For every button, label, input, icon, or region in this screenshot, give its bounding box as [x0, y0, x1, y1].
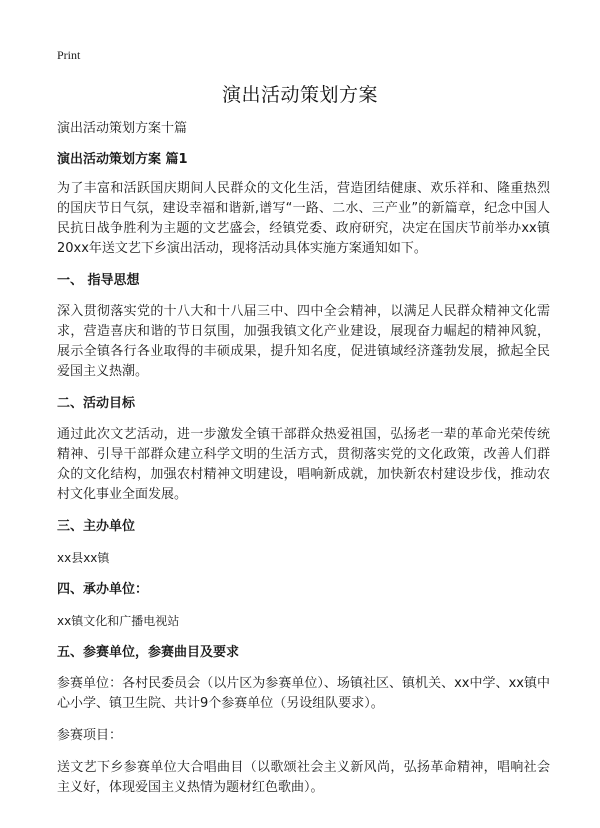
section-body-participants: 参赛单位：各村民委员会（以片区为参赛单位）、场镇社区、镇机关、xx中学、xx镇中心小学、镇卫生院、共计9个参赛单位（另设组队要求）。 [57, 676, 550, 711]
section-heading-participants: 五、参赛单位，参赛曲目及要求 [57, 645, 240, 660]
document-body [57, 119, 550, 810]
items-body: 送文艺下乡参赛单位大合唱曲目（以歌颂社会主义新风尚，弘扬革命精神，唱响社会主义好，体现爱国主义热情为题材红色歌曲）。 [57, 760, 550, 795]
intro-paragraph: 为了丰富和活跃国庆期间人民群众的文化生活，营造团结健康、欢乐祥和、隆重热烈的国庆节日气氛，建设幸福和谐新,谱写“一路、二水、三产业”的新篇章，纪念中国人民抗日战争胜利为主题的文艺盛会，经镇党委、政府研究，决定在国庆节前举办xx镇20xx年送文艺下乡演出活动，现将活动具体实施方案通知如下。 [57, 181, 550, 256]
section-body-guiding-thought: 深入贯彻落实党的十八大和十八届三中、四中全会精神，以满足人民群众精神文化需求，营造喜庆和谐的节日氛围，加强我镇文化产业建设，展现奋力崛起的精神风貌，展示全镇各行各业取得的丰硕成果，提升知名度，促进镇域经济蓬勃发展，掀起全民爱国主义热潮。 [57, 304, 550, 379]
document-title: 演出活动策划方案 [221, 84, 378, 106]
section-heading-host: 三、主办单位 [57, 519, 136, 534]
section-body-organizer: xx镇文化和广播电视站 [57, 614, 180, 628]
section-body-goals: 通过此次文艺活动，进一步激发全镇干部群众热爱祖国，弘扬老一辈的革命光荣传统精神、引导干部群众建立科学文明的生活方式，贯彻落实党的文化政策，改善人们群众的文化结构，加强农村精神文明建设，唱响新成就，加快新农村建设步伐，推动农村文化事业全面发展。 [57, 427, 550, 502]
print-label: Print [57, 48, 81, 62]
chapter-heading: 演出活动策划方案 篇1 [57, 152, 188, 167]
section-heading-guiding-thought: 一、 指导思想 [57, 273, 140, 288]
items-label: 参赛项目： [57, 728, 123, 743]
section-heading-goals: 二、活动目标 [57, 396, 136, 411]
section-heading-organizer: 四、承办单位： [57, 582, 149, 597]
document-subtitle: 演出活动策划方案十篇 [57, 121, 188, 136]
section-body-host: xx县xx镇 [57, 551, 110, 565]
